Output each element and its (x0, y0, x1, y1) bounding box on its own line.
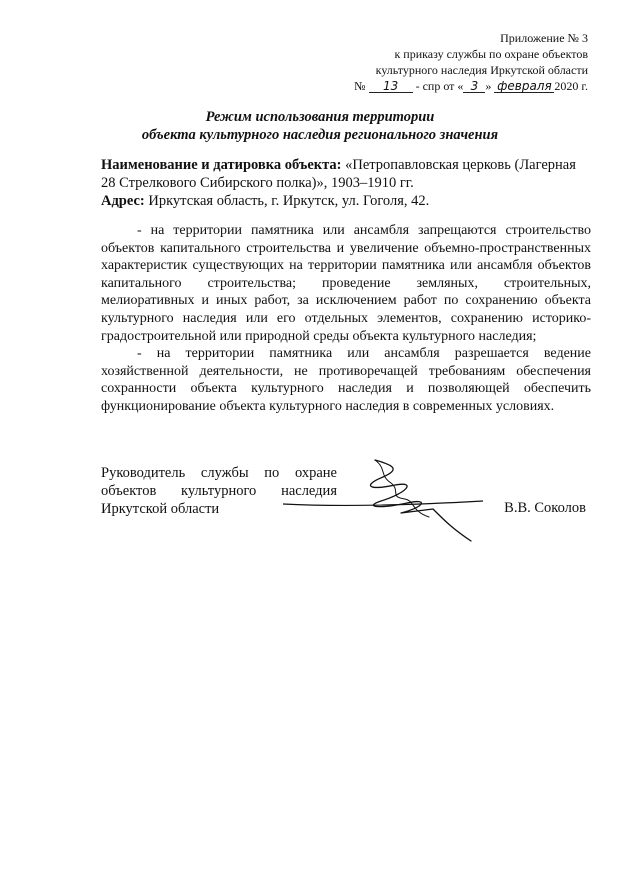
signatory-line-3: Иркутской области (101, 501, 220, 517)
order-number-line (354, 78, 588, 94)
paragraph-permissions: - на территории памятника или ансамбля разрешается ведение хозяйственной деятельности, не противоречащей требованиям обеспечения сохранности объекта культурного наследия и позволяющей обеспечить функционирование объекта культурного наследия в современных условиях. (101, 346, 591, 414)
document-title (0, 108, 640, 144)
close-quote: » (485, 79, 492, 93)
object-info (101, 156, 591, 210)
handwritten-month: февраля (494, 80, 554, 93)
appendix-agency: культурного наследия Иркутской области (375, 63, 588, 77)
appendix-title: Приложение № 3 (500, 31, 588, 45)
address-value: Иркутская область, г. Иркутск, ул. Гоголя, 42. (148, 193, 430, 209)
object-name-value: «Петропавловская церковь (Лагерная 28 Стрелкового Сибирского полка)», 1903–1910 гг. (101, 157, 576, 191)
signatory-line-1: Руководитель службы по охране (101, 465, 337, 481)
handwritten-order-number: 13 (369, 80, 413, 93)
title-line-2: объекта культурного наследия регионального значения (141, 127, 499, 143)
appendix-header (354, 30, 588, 94)
handwritten-signature (283, 455, 483, 545)
signatory-name: В.В. Соколов (504, 500, 586, 516)
signatory-line-2: объектов культурного наследия (101, 483, 337, 499)
paragraph-prohibitions: - на территории памятника или ансамбля запрещаются строительство объектов капитального строительства и увеличение объемно-пространственных характеристик существующих на территории памятника или ансамбля объектов капитального строительства; проведение земляных, строительных, мелиоративных и иных работ, за исключением работ по сохранению объекта культурного наследия или его отдельных элементов, сохранению историко-градостроительной или природной среды объекта культурного наследия; (101, 223, 591, 344)
address-label: Адрес: (101, 193, 145, 209)
year-text: 2020 г. (554, 79, 588, 93)
spr-text: - спр от « (415, 79, 464, 93)
appendix-order-ref: к приказу службы по охране объектов (394, 47, 588, 61)
object-name-row (101, 156, 591, 192)
title-line-1: Режим использования территории (205, 109, 435, 125)
object-address-row (101, 192, 591, 210)
object-name-label: Наименование и датировка объекта: (101, 157, 342, 173)
number-sign: № (354, 79, 366, 93)
regime-text (101, 222, 591, 416)
handwritten-day: 3 (463, 80, 485, 93)
